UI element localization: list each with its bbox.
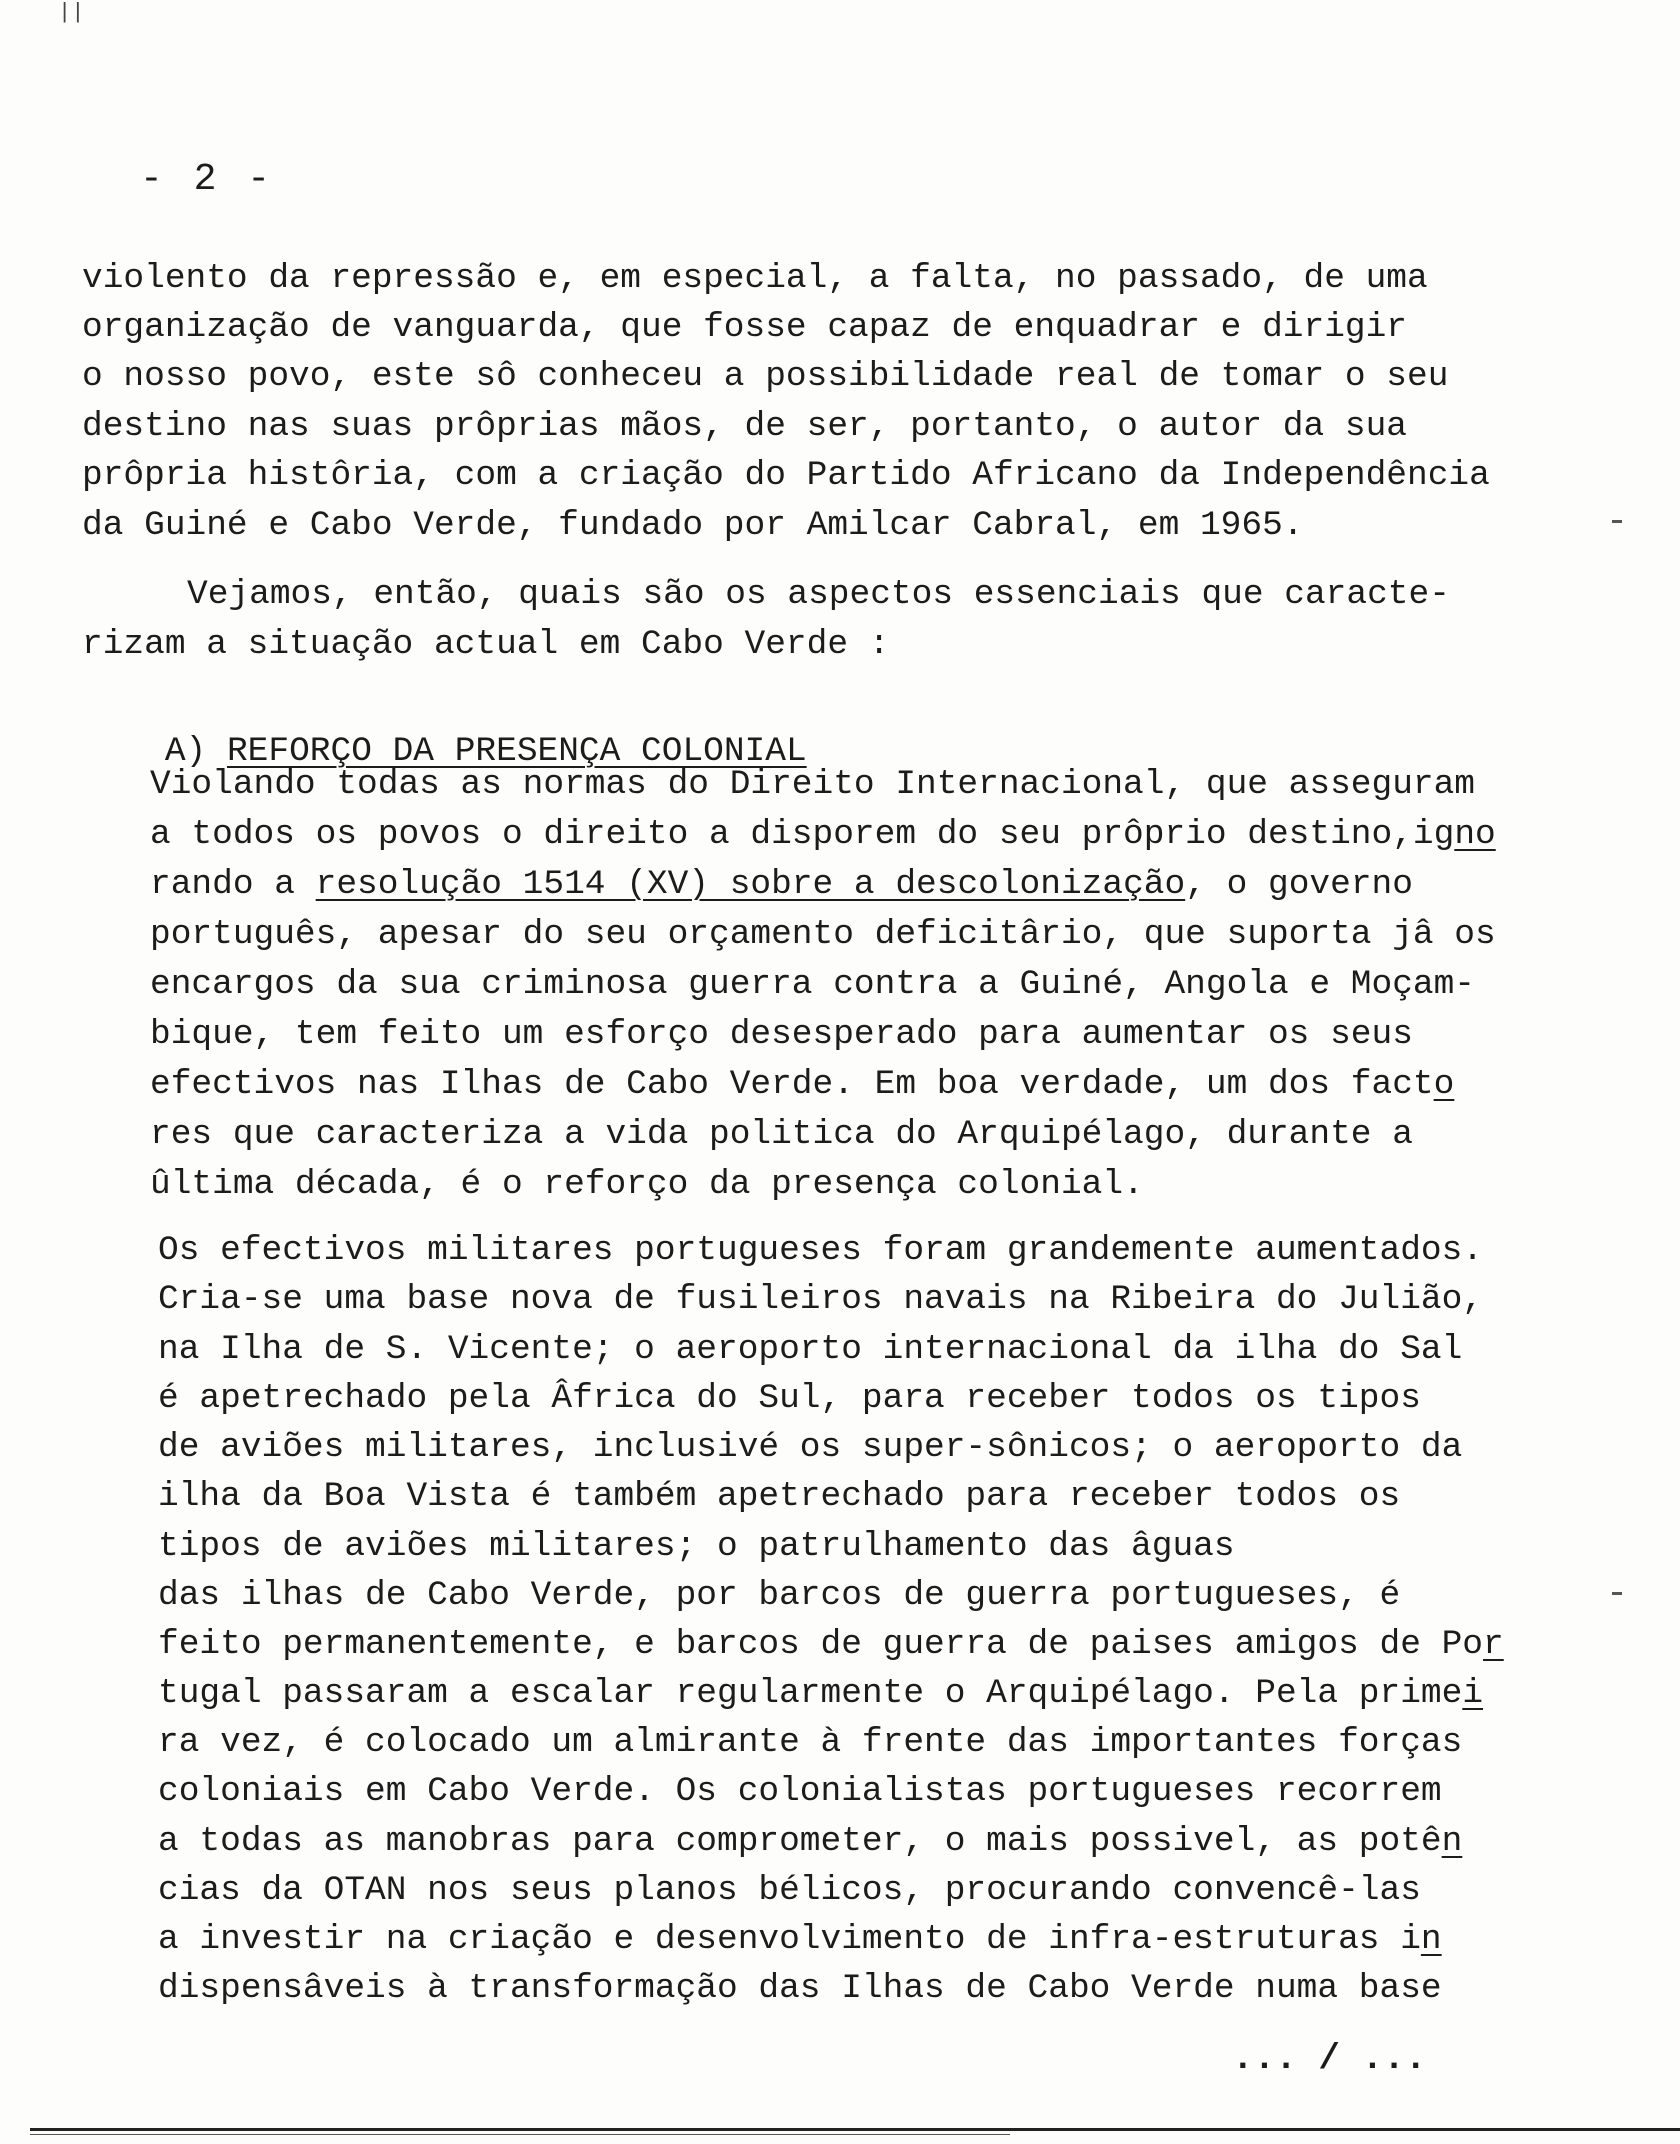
scan-artifact bbox=[1612, 520, 1622, 523]
text-line: encargos da sua criminosa guerra contra a Guiné, Angola e Moçam- bbox=[150, 965, 1476, 1004]
scan-artifact bbox=[1612, 1592, 1622, 1595]
text-line: dispensâveis à transformação das Ilhas de Cabo Verde numa base bbox=[158, 1969, 1442, 2008]
text-line: Vejamos, então, quais são os aspectos essenciais que caracte- bbox=[187, 575, 1450, 614]
text-line: o nosso povo, este sô conheceu a possibilidade real de tomar o seu bbox=[82, 357, 1449, 396]
corner-mark: || bbox=[58, 0, 85, 25]
text-line: Violando todas as normas do Direito Internacional, que asseguram bbox=[150, 765, 1476, 804]
text-line: rando a resolução 1514 (XV) sobre a descolonização, o governo bbox=[150, 865, 1413, 904]
text-line: ûltima década, é o reforço da presença colonial. bbox=[150, 1165, 1144, 1204]
text-line: efectivos nas Ilhas de Cabo Verde. Em boa verdade, um dos facto bbox=[150, 1065, 1455, 1104]
text-line: tugal passaram a escalar regularmente o Arquipélago. Pela primei bbox=[158, 1674, 1484, 1713]
text-line: res que caracteriza a vida politica do Arquipélago, durante a bbox=[150, 1115, 1413, 1154]
text-line: cias da OTAN nos seus planos bélicos, procurando convencê-las bbox=[158, 1871, 1421, 1910]
section-title: REFORÇO DA PRESENÇA COLONIAL bbox=[226, 731, 807, 771]
text-line: é apetrechado pela Âfrica do Sul, para receber todos os tipos bbox=[158, 1379, 1421, 1418]
text-line: coloniais em Cabo Verde. Os colonialistas portugueses recorrem bbox=[158, 1772, 1442, 1811]
text-line: rizam a situação actual em Cabo Verde : bbox=[82, 625, 890, 664]
page-number: - 2 - bbox=[140, 158, 275, 201]
text-line: tipos de aviões militares; o patrulhamento das âguas bbox=[158, 1527, 1235, 1566]
text-line: bique, tem feito um esforço desesperado para aumentar os seus bbox=[150, 1015, 1413, 1054]
text-line: português, apesar do seu orçamento deficitârio, que suporta jâ os bbox=[150, 915, 1496, 954]
text-line: prôpria histôria, com a criação do Partido Africano da Independência bbox=[82, 456, 1490, 495]
continuation-mark: ... / ... bbox=[1232, 2038, 1427, 2079]
text-line: feito permanentemente, e barcos de guerra de paises amigos de Por bbox=[158, 1625, 1504, 1664]
resolution-reference: resolução 1514 (XV) sobre a descolonização bbox=[315, 865, 1186, 904]
section-marker: A) bbox=[164, 731, 207, 771]
text-line: Os efectivos militares portugueses foram grandemente aumentados. bbox=[158, 1231, 1484, 1270]
text-line: na Ilha de S. Vicente; o aeroporto internacional da ilha do Sal bbox=[158, 1330, 1463, 1369]
text-line: organização de vanguarda, que fosse capaz de enquadrar e dirigir bbox=[82, 308, 1408, 347]
text-line: a investir na criação e desenvolvimento de infra-estruturas in bbox=[158, 1920, 1442, 1959]
text-line: Cria-se uma base nova de fusileiros navais na Ribeira do Julião, bbox=[158, 1280, 1484, 1319]
text-line: destino nas suas prôprias mãos, de ser, portanto, o autor da sua bbox=[82, 407, 1408, 446]
bottom-rule-thin bbox=[30, 2134, 1010, 2135]
text-line: a todas as manobras para comprometer, o mais possivel, as potên bbox=[158, 1822, 1463, 1861]
text-line: de aviões militares, inclusivé os super-sônicos; o aeroporto da bbox=[158, 1428, 1463, 1467]
text-line: violento da repressão e, em especial, a falta, no passado, de uma bbox=[82, 259, 1428, 298]
bottom-rule bbox=[30, 2128, 1680, 2131]
text-line: ra vez, é colocado um almirante à frente das importantes forças bbox=[158, 1723, 1463, 1762]
text-line: da Guiné e Cabo Verde, fundado por Amilcar Cabral, em 1965. bbox=[82, 506, 1304, 545]
text-line: das ilhas de Cabo Verde, por barcos de guerra portugueses, é bbox=[158, 1576, 1401, 1615]
text-line: a todos os povos o direito a disporem do seu prôprio destino,igno bbox=[150, 815, 1496, 854]
text-line: ilha da Boa Vista é também apetrechado para receber todos os bbox=[158, 1477, 1401, 1516]
